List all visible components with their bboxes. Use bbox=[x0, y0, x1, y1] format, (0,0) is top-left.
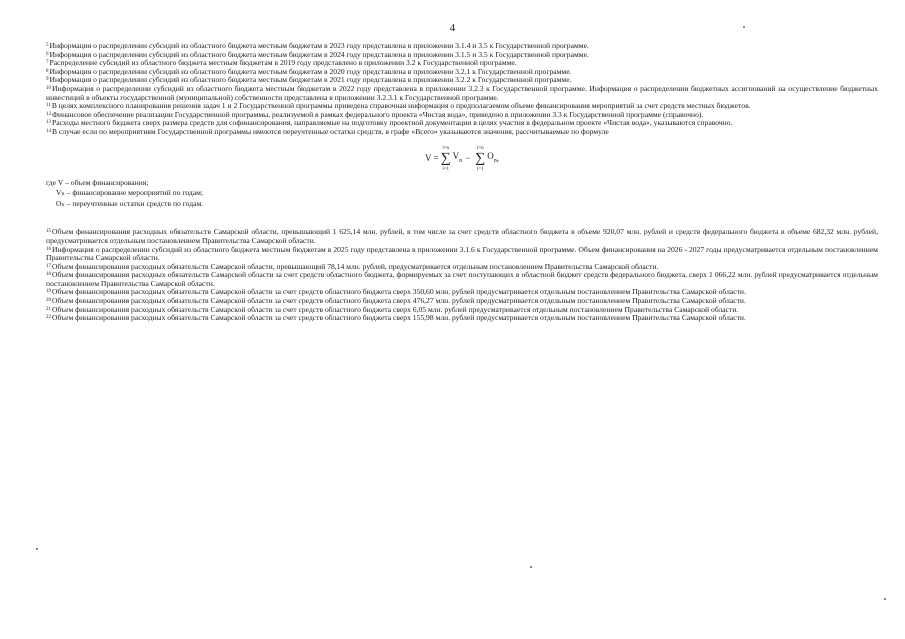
footnote-text: Информация о распределении субсидий из областного бюджета местным бюджетам в 2024 году представлена в приложении 3.1.5 и 3.5 к Государственной программе. bbox=[49, 49, 589, 59]
scan-speck bbox=[36, 548, 38, 550]
formula-lhs: V = bbox=[425, 153, 439, 164]
footnote-text: Объем финансирования расходных обязательств Самарской области, превышающий 78,14 млн. рублей, предусматривается отдельным постановлением Правительства Самарской области. bbox=[52, 261, 659, 271]
footnotes-group-b bbox=[46, 228, 878, 323]
footnote-number: 12 bbox=[46, 111, 51, 117]
footnote-text: Объем финансирования расходных обязательств Самарской области за счет средств областного бюджета сверх 476,27 млн. рублей предусматривается отдельным постановлением Правительства Самарской области. bbox=[52, 296, 746, 306]
formula bbox=[46, 145, 878, 173]
sum-2-sigma: ∑ bbox=[475, 150, 486, 166]
footnote-number: 15 bbox=[46, 229, 51, 235]
footnote-text: Объем финансирования расходных обязательств Самарской области за счет средств областного бюджета сверх 350,60 млн. рублей предусматривается отдельным постановлением Правительства Самарской области. bbox=[52, 287, 746, 297]
scan-speck bbox=[884, 598, 886, 600]
footnote-text: Объем финансирования расходных обязательств Самарской области за счет средств областного бюджета сверх 155,98 млн. рублей предусматривается отдельным постановлением Правительства Самарской области. bbox=[52, 313, 746, 323]
footnote-text: Информация о распределении субсидий из областного бюджета местным бюджетам в 2023 году представлена в приложении 3.1.4 и 3.5 к Государственной программе. bbox=[49, 41, 589, 50]
footnote-text: В случае если по мероприятиям Государственной программы имеются переучтенные остатки средств, в графе «Всего» указываются значения, рассчитываемые по формуле bbox=[52, 126, 609, 136]
page-number: 4 bbox=[449, 22, 456, 34]
formula-term-1: $V_n$ bbox=[452, 150, 463, 164]
footnote bbox=[46, 85, 878, 102]
footnote-number: 18 bbox=[46, 272, 51, 278]
footnote-number: 9 bbox=[46, 77, 49, 83]
footnote-number: 21 bbox=[46, 306, 51, 312]
footnote-number: 16 bbox=[46, 246, 51, 252]
footnote-number: 7 bbox=[46, 60, 49, 66]
footnote-number: 11 bbox=[46, 103, 51, 109]
legend-line-on: Oₙ – переучтенные остатки средств по годам. bbox=[56, 198, 204, 208]
sum-1-sigma: ∑ bbox=[440, 150, 451, 166]
footnote-text: Объем финансирования расходных обязательств Самарской области, превышающий 1 625,14 млн. рублей, в том числе за счет средств областного бюджета в объеме 920,07 млн. рублей и средств федерального бюджета в объеме 682,32 млн. рублей, предусматривается отдельным постановлением Правительства Самарской области. bbox=[46, 227, 878, 245]
formula-sum-1 bbox=[441, 145, 451, 173]
formula-legend bbox=[46, 179, 878, 209]
footnote-text: Объем финансирования расходных обязательств Самарской области за счет средств областного бюджета сверх 6,05 млн. рублей предусматривается отдельным постановлением Правительства Самарской области. bbox=[52, 304, 739, 314]
sum-1-lower: i=1 bbox=[442, 166, 450, 172]
footnote-text: Распределение субсидий из областного бюджета местным бюджетам в 2019 году представлено в приложении 3.2 к Государственной программе. bbox=[49, 58, 517, 68]
footnote bbox=[46, 271, 878, 288]
footnote-text: В целях комплексного планирования решения задач 1 и 2 Государственной программы приведена справочная информация о предполагаемом объеме финансирования мероприятий за счет средств местных бюджетов. bbox=[51, 101, 751, 111]
footnote-number: 14 bbox=[46, 128, 51, 134]
legend-line-vn: Vₙ – финансирование мероприятий по годам; bbox=[56, 188, 204, 198]
footnote-number: 10 bbox=[46, 85, 51, 91]
footnote-number: 17 bbox=[46, 263, 51, 269]
formula-end: , bbox=[496, 153, 499, 164]
footnote-text: Расходы местного бюджета сверх размера средств для софинансирования, направляемые на подготовку проектной документации в целях участия в федеральном проекте «Чистая вода», указываются справочно. bbox=[52, 118, 733, 128]
footnote bbox=[46, 228, 878, 245]
footnote-text: Информация о распределении субсидий из областного бюджета местным бюджетам в 2022 году представлена в приложении 3.2.3 к Государственной программе. Информация о распределении бюджетных ассигнований на осуществление бюджетных инвестиций в объекты государственной (муниципальной) собственности представлена в приложении 3.2.3.1 к Государственной программе. bbox=[46, 83, 878, 102]
footnote-number: 5 bbox=[46, 43, 49, 48]
sum-2-lower: i=1 bbox=[476, 166, 484, 172]
scan-speck bbox=[530, 566, 532, 568]
footnote-text: Информация о распределении субсидий из областного бюджета местным бюджетам в 2021 году представлена в приложении 3.2.2 к Государственной программе. bbox=[49, 75, 572, 85]
footnote-text: Информация о распределении субсидий из областного бюджета местным бюджетам в 2020 году представлена в приложении 3.2.1 к Государственной программе. bbox=[49, 66, 572, 76]
footnote bbox=[46, 314, 878, 323]
footnote bbox=[46, 128, 878, 137]
footnote bbox=[46, 246, 878, 263]
footnote-text: Объем финансирования расходных обязательств Самарской области за счет средств областного бюджета, формируемых за счет поступающих в областной бюджет средств федерального бюджета, сверх 1 066,22 млн. рублей предусматривается отдельным постановлением Правительства Самарской области. bbox=[46, 270, 878, 288]
footnote-number: 8 bbox=[46, 68, 49, 74]
footnotes-group-a bbox=[46, 42, 878, 137]
formula-sum-2 bbox=[475, 145, 485, 173]
footnote-number: 6 bbox=[46, 51, 49, 57]
footnote-number: 20 bbox=[46, 298, 51, 304]
formula-term-2: $O_n$ bbox=[487, 150, 497, 164]
footnote-text: Информация о распределении субсидий из областного бюджета местным бюджетам в 2025 году представлена в приложении 3.1.6 к Государственной программе. Объем финансирования на 2026 - 2027 годы предусматривается отдельным постановлением Правительства Самарской области. bbox=[46, 244, 878, 263]
footnote-number: 22 bbox=[46, 315, 51, 321]
formula-minus: − bbox=[465, 153, 471, 164]
sum-2-upper: i=n bbox=[476, 145, 484, 151]
footnote-text: Финансовое обеспечение реализации Государственной программы, реализуемой в рамках федерального проекта «Чистая вода», приведено в приложении 3.3 к Государственной программе (справочно). bbox=[52, 109, 704, 119]
scan-speck bbox=[743, 26, 745, 28]
footnotes bbox=[46, 42, 878, 323]
sum-1-upper: i=n bbox=[442, 145, 450, 151]
legend-line-v: где V – объем финансирования; bbox=[46, 177, 149, 187]
footnote-number: 19 bbox=[46, 289, 51, 295]
footnote-number: 13 bbox=[46, 120, 51, 126]
